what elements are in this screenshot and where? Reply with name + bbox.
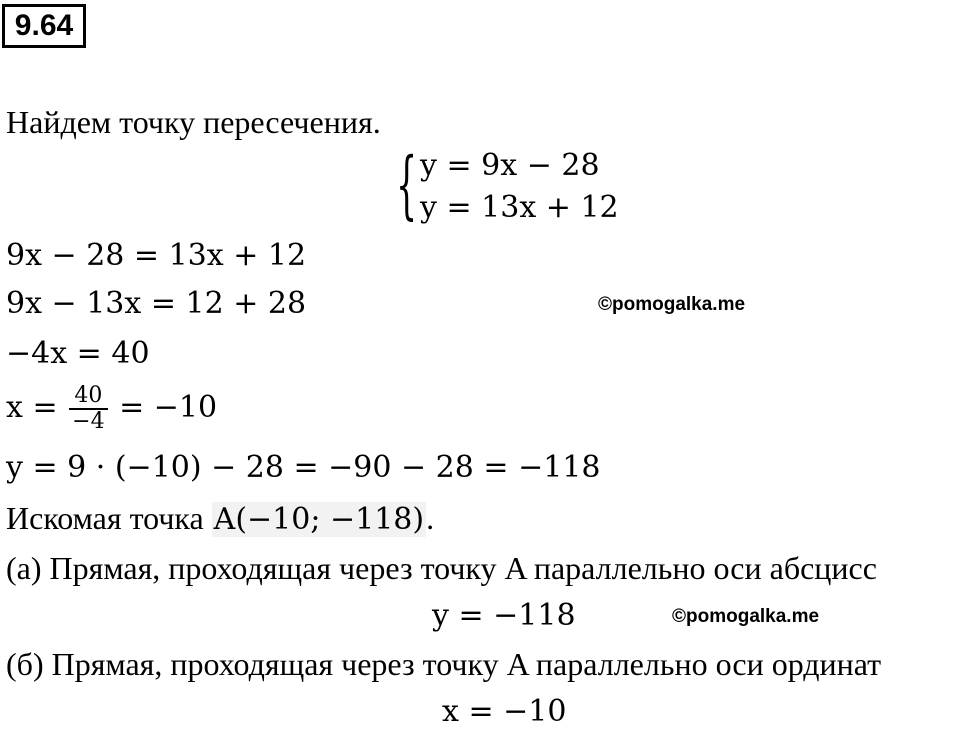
system-eq-1: y = 9x − 28 — [420, 148, 600, 183]
step-2: 9x − 13x = 12 + 28 — [6, 286, 307, 321]
fraction — [69, 384, 107, 434]
step-4-left: x = — [6, 390, 58, 425]
step-5: y = 9 · (−10) − 28 = −90 − 28 = −118 — [6, 450, 601, 485]
step-4 — [6, 384, 217, 434]
watermark-2: ©pomogalka.me — [672, 606, 820, 627]
result-line — [6, 500, 434, 537]
system-eq-2: y = 13x + 12 — [420, 190, 619, 225]
intro-text: Найдем точку пересечения. — [6, 104, 381, 140]
result-point: A(−10; −118) — [213, 502, 425, 537]
step-3: −4x = 40 — [6, 336, 150, 371]
problem-number: 9.64 — [2, 4, 86, 48]
step-1: 9x − 28 = 13x + 12 — [6, 238, 307, 273]
fraction-denominator: −4 — [72, 409, 105, 434]
part-a-text: (а) Прямая, проходящая через точку A параллельно оси абсцисс — [6, 550, 877, 586]
watermark-1: ©pomogalka.me — [598, 294, 746, 315]
part-b-text: (б) Прямая, проходящая через точку A параллельно оси ординат — [6, 646, 882, 682]
result-text: Искомая точка — [6, 500, 204, 536]
part-a-answer: y = −118 — [432, 598, 576, 633]
result-end: . — [426, 500, 435, 536]
step-4-right: = −10 — [119, 390, 218, 425]
fraction-numerator: 40 — [69, 384, 107, 410]
system-brace: { — [396, 142, 418, 228]
part-b-answer: x = −10 — [442, 694, 567, 729]
